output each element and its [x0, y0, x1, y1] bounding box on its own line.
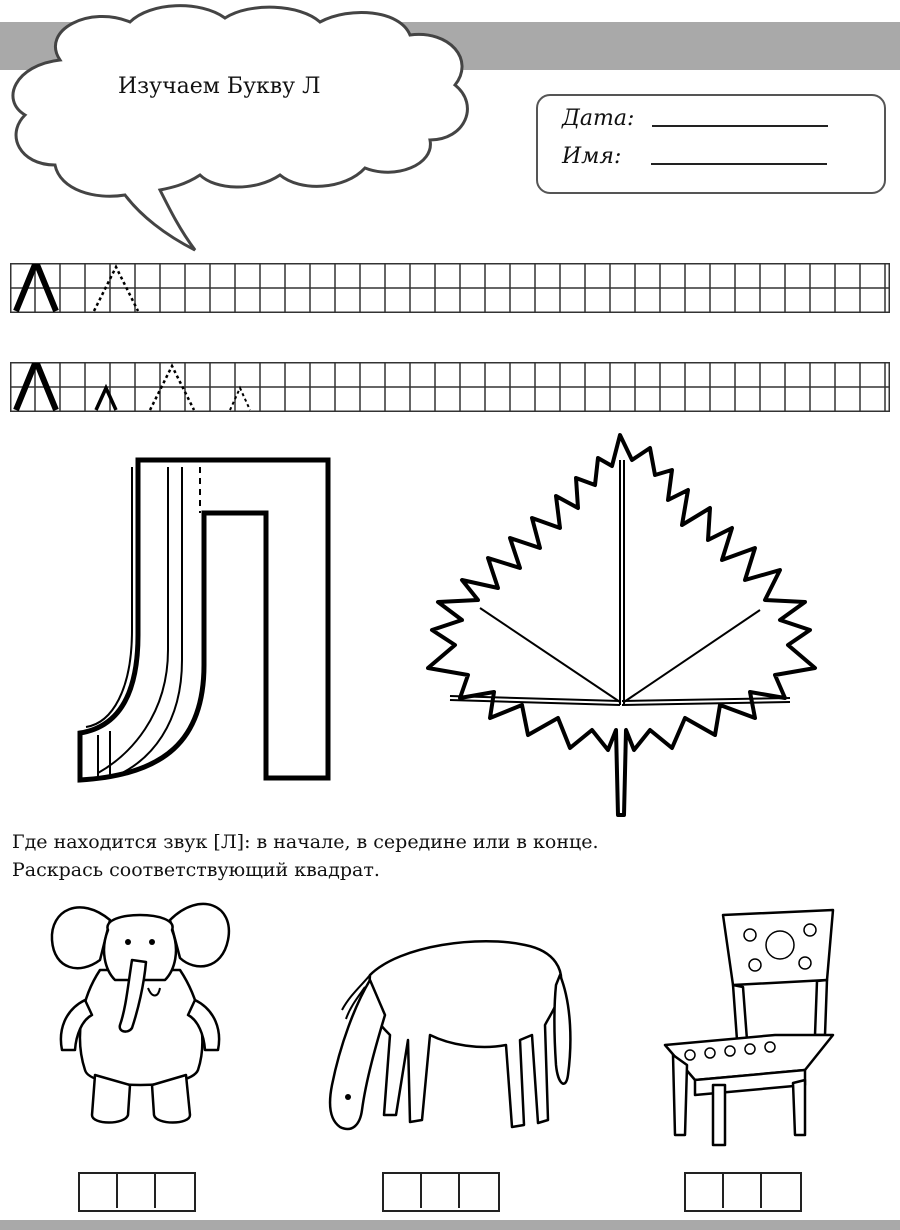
sound-boxes-elephant — [78, 1172, 196, 1212]
instruction-line-2: Раскрась соответствующий квадрат. — [12, 859, 380, 881]
letter-sample-small — [96, 388, 116, 410]
speech-cloud — [0, 0, 520, 260]
sound-box-middle[interactable] — [422, 1174, 460, 1208]
sound-box-start[interactable] — [384, 1174, 422, 1208]
date-row — [562, 106, 828, 131]
elephant-icon — [40, 890, 240, 1135]
sound-box-end[interactable] — [156, 1174, 194, 1208]
name-line[interactable] — [651, 163, 827, 165]
date-line[interactable] — [652, 125, 828, 127]
sound-box-middle[interactable] — [118, 1174, 156, 1208]
worksheet-title: Изучаем Букву Л — [118, 74, 321, 99]
writing-grid-1[interactable] — [10, 263, 890, 313]
letter-trace-capital — [150, 366, 194, 410]
maple-leaf-icon[interactable] — [410, 430, 830, 820]
sound-box-start[interactable] — [80, 1174, 118, 1208]
letter-trace — [94, 267, 138, 311]
sound-box-start[interactable] — [686, 1174, 724, 1208]
name-row — [562, 144, 827, 169]
sound-box-end[interactable] — [762, 1174, 800, 1208]
big-letter-outline[interactable] — [70, 455, 340, 790]
instruction-text — [12, 828, 599, 884]
instruction-line-1: Где находится звук [Л]: в начале, в середине или в конце. — [12, 831, 599, 853]
letter-sample-capital — [16, 366, 56, 410]
name-label: Имя: — [562, 144, 622, 169]
date-name-box — [536, 94, 886, 194]
date-label: Дата: — [562, 106, 635, 131]
chair-icon — [655, 895, 840, 1150]
writing-grid-2[interactable] — [10, 362, 890, 412]
sound-boxes-chair — [684, 1172, 802, 1212]
sound-box-end[interactable] — [460, 1174, 498, 1208]
letter-sample — [16, 267, 56, 311]
horse-icon — [310, 915, 580, 1150]
sound-boxes-horse — [382, 1172, 500, 1212]
sound-box-middle[interactable] — [724, 1174, 762, 1208]
letter-trace-small — [230, 388, 250, 410]
footer-band — [0, 1220, 900, 1230]
